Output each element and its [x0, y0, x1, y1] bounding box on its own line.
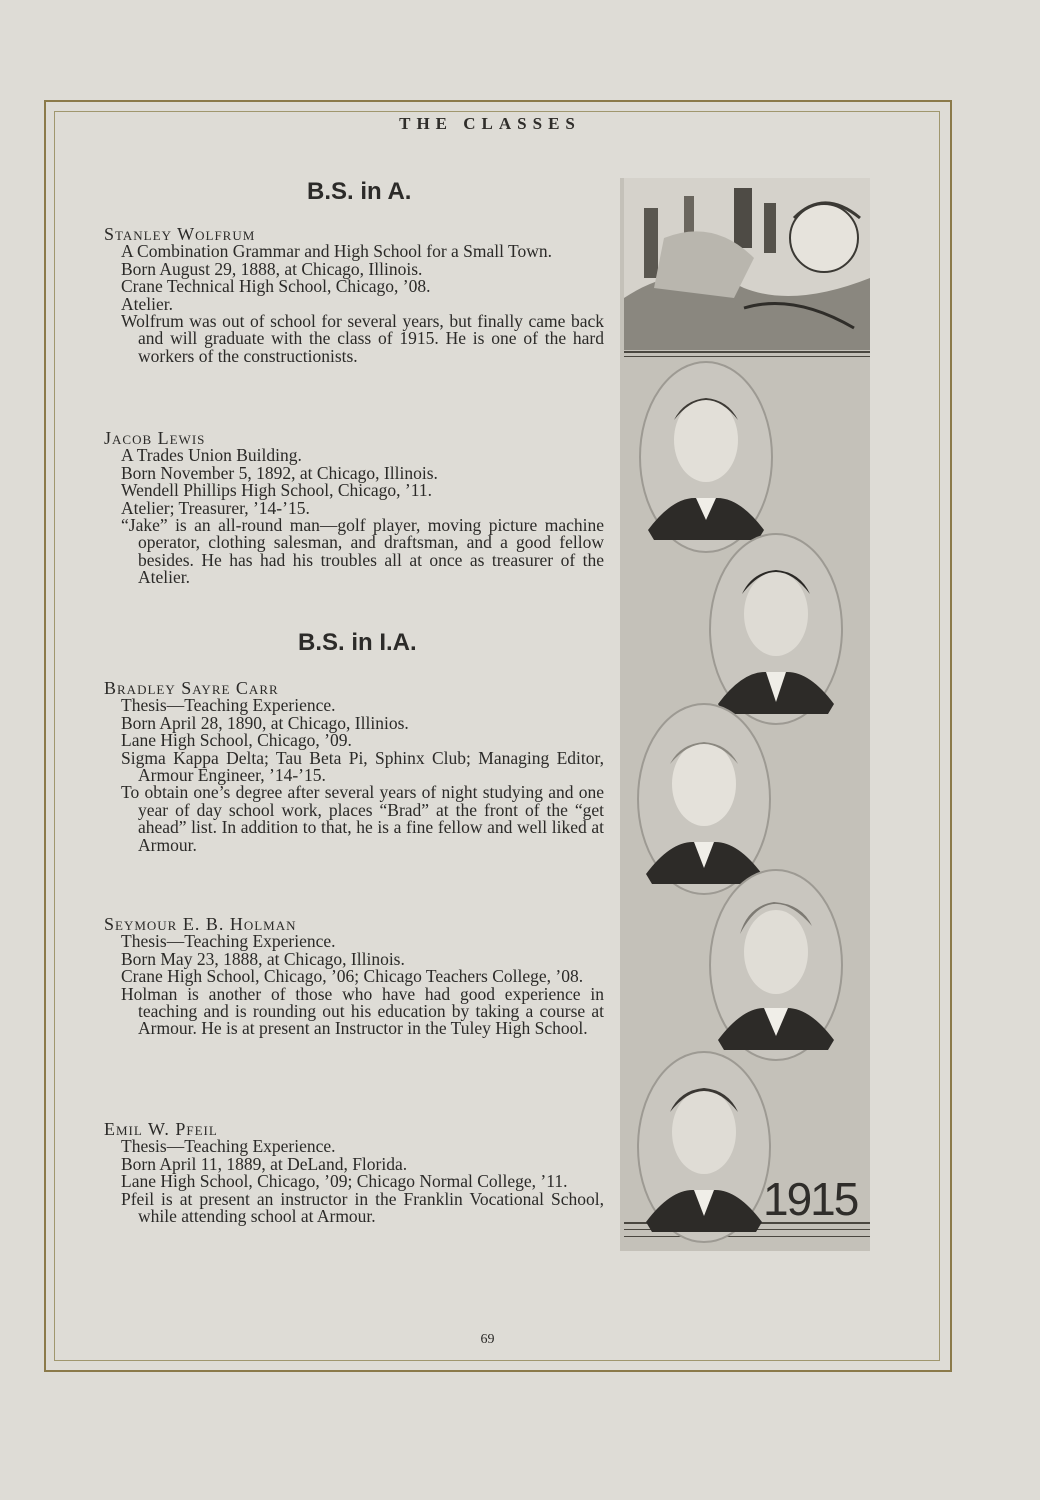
portrait-photo [636, 702, 772, 896]
portrait-photo [708, 868, 844, 1062]
student-bio: “Jake” is an all-round man—golf player, moving picture machine operator, clothing salesman, and draftsman, and a good fellow besides. He has had his troubles all at once as treasurer of the Atelier. [121, 515, 604, 588]
page-header: THE CLASSES [399, 114, 581, 133]
year-mark: 1915 [763, 1173, 858, 1225]
student-line: A Combination Grammar and High School for a Small Town. [121, 241, 553, 262]
student-line: Crane Technical High School, Chicago, ’08. [121, 276, 431, 297]
student-name: Emil W. Pfeil [104, 1119, 218, 1139]
student-line: Lane High School, Chicago, ’09. [121, 730, 352, 751]
student-entry [104, 430, 604, 587]
portrait-photo [636, 1050, 772, 1244]
student-line: Born August 29, 1888, at Chicago, Illinois. [121, 258, 423, 279]
student-line: Lane High School, Chicago, ’09; Chicago Normal College, ’11. [121, 1171, 568, 1192]
student-line: Atelier; Treasurer, ’14-’15. [121, 497, 310, 518]
student-bio: Wolfrum was out of school for several years, but finally came back and will graduate with the class of 1915. He is one of the hard workers of the constructionists. [121, 311, 604, 366]
student-line: Born April 11, 1889, at DeLand, Florida. [121, 1153, 408, 1174]
student-line: Wendell Phillips High School, Chicago, ’11. [121, 480, 432, 501]
student-line: Born November 5, 1892, at Chicago, Illinois. [121, 462, 438, 483]
header-illustration [624, 178, 870, 350]
portrait-photo [638, 360, 774, 554]
student-line: Thesis—Teaching Experience. [121, 931, 336, 952]
student-line: A Trades Union Building. [121, 445, 302, 466]
portrait-photo [708, 532, 844, 726]
student-line: Born April 28, 1890, at Chicago, Illinios. [121, 712, 409, 733]
student-entry [104, 680, 604, 854]
student-name: Stanley Wolfrum [104, 224, 256, 244]
student-line: Atelier. [121, 293, 173, 314]
student-entry [104, 226, 604, 365]
page-number: 69 [480, 1332, 495, 1347]
student-name: Bradley Sayre Carr [104, 678, 279, 698]
student-bio: Holman is another of those who have had good experience in teaching and is rounding out his education by taking a course at Armour. He is at present an Instructor in the Tuley High School. [121, 983, 604, 1039]
student-activities: Sigma Kappa Delta; Tau Beta Pi, Sphinx Club; Managing Editor, Armour Engineer, ’14-’15. [121, 747, 604, 786]
student-bio: Pfeil is at present an instructor in the Franklin Vocational School, while attending school at Armour. [121, 1188, 604, 1227]
section-title-bs-ia: B.S. in I.A. [298, 629, 417, 656]
student-name: Seymour E. B. Holman [104, 914, 297, 934]
student-line: Crane High School, Chicago, ’06; Chicago Teachers College, ’08. [121, 966, 584, 987]
student-entry [104, 916, 604, 1038]
student-name: Jacob Lewis [104, 428, 206, 448]
student-line: Thesis—Teaching Experience. [121, 695, 336, 716]
student-line: Thesis—Teaching Experience. [121, 1136, 336, 1157]
student-line: Born May 23, 1888, at Chicago, Illinois. [121, 948, 405, 969]
section-title-bs-a: B.S. in A. [307, 178, 412, 205]
divider-rule [624, 351, 870, 353]
divider-rule [624, 356, 870, 357]
student-entry [104, 1121, 604, 1225]
student-bio: To obtain one’s degree after several years of night studying and one year of day school work, places “Brad” at the front of the “get ahead” list. In addition to that, he is a fine fellow and well liked at Armour. [121, 782, 604, 855]
